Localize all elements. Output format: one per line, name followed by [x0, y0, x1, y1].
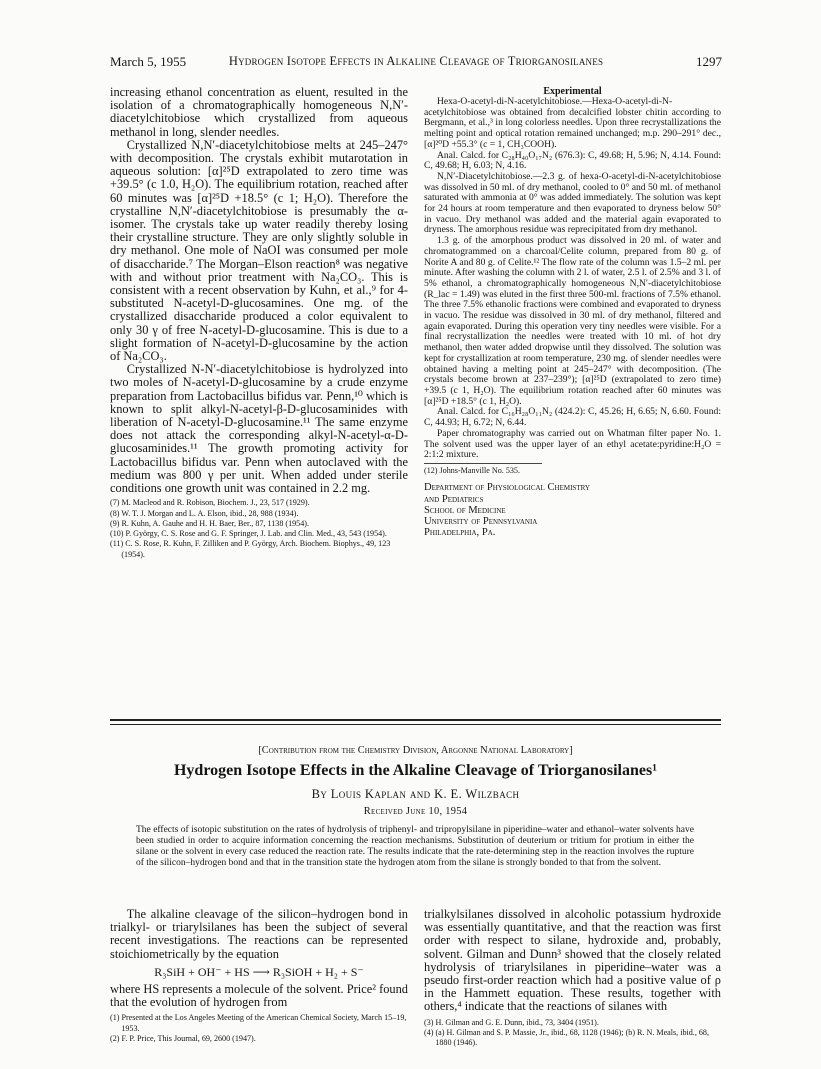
- affiliation-line: Department of Physiological Chemistry: [424, 482, 590, 494]
- running-title: Hydrogen Isotope Effects in Alkaline Cleavage of Triorganosilanes: [228, 54, 604, 68]
- issue-date: March 5, 1955: [110, 54, 187, 69]
- footnote: (12) Johns-Manville No. 535.: [424, 465, 520, 475]
- received-date: Received June 10, 1954: [363, 806, 468, 817]
- affiliation-line: and Pediatrics: [424, 493, 484, 505]
- footnote: (2) F. P. Price, This Journal, 69, 2600 (1947).: [110, 1033, 256, 1043]
- article-right-column: [424, 908, 721, 1049]
- section-heading: Experimental: [543, 86, 602, 97]
- body-paragraph: Crystallized N,N′-diacetylchitobiose melts at 245–247° with decomposition. The crystals exhibit mutarotation in aqueous solution: [α]²⁵D extrapolated to zero time was +39.5° (c 1.0, H₂O). The equilibrium rotation, reached after 60 minutes was [α]²⁵D +18.5° (c 1; H₂O). Therefore the crystalline N,N′-diacetylchitobiose is presumably the α-isomer. The crystals take up water readily thereby losing their crystalline structure. They are only slightly soluble in dry methanol. One mole of NaOI was consumed per mole of disaccharide.⁷ The Morgan–Elson reaction⁸ was negative with and without prior treatment with Na₂CO₃. This is consistent with a recent observation by Kuhn, et al.,⁹ for 4-substituted N-acetyl-D-glucosamines. One mg. of the crystallized disaccharide produced a color equivalent to only 30 γ of free N-acetyl-D-glucosamine. This is due to a slight formation of N-acetyl-D-glucosamine by the action of Na₂CO₃.: [110, 137, 408, 364]
- contribution-line: [Contribution from the Chemistry Division, Argonne National Laboratory]: [258, 745, 573, 756]
- footnote: (8) W. T. J. Morgan and L. A. Elson, ibid., 28, 988 (1934).: [110, 508, 299, 518]
- left-column: [110, 86, 408, 560]
- experimental-paragraph: Anal. Calcd. for C₁₆H₂₈O₁₁N₂ (424.2): C, 45.26; H, 6.65; N, 6.60. Found: C, 44.93; H, 6.72; N, 6.44.: [424, 406, 721, 429]
- page-number: 1297: [696, 54, 722, 69]
- body-paragraph: Crystallized N-N′-diacetylchitobiose is hydrolyzed into two moles of N-acetyl-D-glucosamine by a crude enzyme preparation from Lactobacillus bifidus var. Penn,¹⁰ which is known to split alkyl-N-acetyl-β-D-glucosaminides with liberation of N-acetyl-D-glucosamine.¹¹ The same enzyme does not attack the corresponding alkyl-N-acetyl-α-D-glucosaminides.¹¹ The growth promoting activity for Lactobacillus bifidus var. Penn when autoclaved with the medium was 800 γ per unit. When added under sterile conditions one growth unit was contained in 2.2 mg.: [110, 362, 408, 496]
- affiliation-line: School of Medicine: [424, 504, 506, 516]
- footnote: (11) C. S. Rose, R. Kuhn, F. Zilliken and P. György, Arch. Biochem. Biophys., 49, 123 (1954).: [110, 539, 391, 559]
- footnote: (7) M. Macleod and R. Robison, Biochem. J., 23, 517 (1929).: [110, 498, 310, 508]
- abstract: The effects of isotopic substitution on the rates of hydrolysis of triphenyl- and tripropylsilane in piperidine–water and ethanol–water solvents have been studied in order to acquire information concerning the reaction mechanisms. Substitution of deuterium or tritium for protium in either the silane or the solvent in every case reduced the reaction rate. The results indicate that the rate-determining step in the reaction involves the rupture of the silicon–hydrogen bond and that in the transition state the hydrogen atom from the silane is strongly bonded to that from the solvent.: [136, 825, 694, 868]
- footnote: (3) H. Gilman and G. E. Dunn, ibid., 73, 3404 (1951).: [424, 1017, 599, 1027]
- footnotes-article-right: [424, 1018, 721, 1049]
- footnote-rule: [424, 463, 542, 464]
- body-paragraph: trialkylsilanes dissolved in alcoholic potassium hydroxide was essentially quantitative, and that the reaction was first order with respect to silane, hydroxide and, probably, solvent. Gilman and Dunn³ showed that the closely related hydrolysis of triarylsilanes in piperidine–water was a pseudo first-order reaction which had a positive value of ρ in the Hammett equation. These results, together with others,⁴ indicate that the reactions of silanes with: [424, 907, 721, 1014]
- experimental-paragraph: Anal. Calcd. for C₂₈H₄₀O₁₇N₂ (676.3): C, 49.68; H, 5.96; N, 4.14. Found: C, 49.68; H, 6.03; N, 4.16.: [424, 149, 721, 172]
- body-paragraph: The alkaline cleavage of the silicon–hydrogen bond in trialkyl- or triarylsilanes has been the subject of several recent investigations. The reactions can be represented stoichiometrically by the equation: [110, 907, 408, 961]
- footnote: (10) P. György, C. S. Rose and G. F. Springer, J. Lab. and Clin. Med., 43, 543 (1954).: [110, 529, 387, 539]
- body-paragraph: where HS represents a molecule of the solvent. Price² found that the evolution of hydrogen from: [110, 981, 408, 1010]
- running-head: [110, 54, 722, 70]
- article-left-column: [110, 908, 408, 1044]
- footnote: (4) (a) H. Gilman and S. P. Massie, Jr., ibid., 68, 1128 (1946); (b) R. N. Meals, ibid., 68, 1880 (1946).: [424, 1027, 709, 1048]
- affiliation-line: Philadelphia, Pa.: [424, 527, 496, 539]
- experimental-paragraph: Hexa-O-acetyl-di-N-acetylchitobiose.—Hexa-O-acetyl-di-N-acetylchitobiose was obtained from decalcified lobster chitin according to Bergmann, et al.,³ in long colorless needles. Upon three recrystallizations the melting point and optical rotation remained unchanged; m.p. 290–291° dec., [α]²⁰D +55.3° (c = 1, CH₃COOH).: [424, 96, 721, 150]
- footnotes-article-left: [110, 1013, 408, 1044]
- affiliation-line: University of Pennsylvania: [424, 516, 538, 528]
- section-divider: [110, 724, 721, 725]
- section-divider: [110, 719, 721, 721]
- footnotes-left: [110, 498, 408, 560]
- footnotes-right: [424, 466, 721, 476]
- article-title: Hydrogen Isotope Effects in the Alkaline Cleavage of Triorganosilanes¹: [173, 762, 657, 779]
- body-paragraph: increasing ethanol concentration as eluent, resulted in the isolation of a chromatographically homogeneous N,N′-diacetylchitobiose which crystallized from aqueous methanol in long, slender needles.: [110, 85, 408, 139]
- experimental-paragraph: N,N′-Diacetylchitobiose.—2.3 g. of hexa-O-acetyl-di-N-acetylchitobiose was dissolved in 50 ml. of dry methanol, cooled to 0° and 50 ml. of methanol saturated with ammonia at 0° was added immediately. The solution was kept for 24 hours at room temperature and then evaporated to dryness below 50° in vacuo. Dry methanol was added and the material again evaporated to dryness. The amorphous residue was reprecipitated from dry methanol.: [424, 170, 721, 236]
- affiliation: [424, 482, 721, 538]
- article-authors: By Louis Kaplan and K. E. Wilzbach: [311, 787, 520, 801]
- experimental-paragraph: 1.3 g. of the amorphous product was dissolved in 20 ml. of water and chromatogrammed on a charcoal/Celite column, prepared from 80 g. of Norite A and 80 g. of Celite.¹² The flow rate of the column was 1.5–2 ml. per minute. After washing the column with 2 l. of water, 2.5 l. of 2.5% and 3 l. of 5% ethanol, a chromatographically homogeneous N,N′-diacetylchitobiose (R_lac = 1.49) was eluted in the first three 500-ml. fractions of 7.5% ethanol. The three 7.5% ethanolic fractions were combined and evaporated to dryness in vacuo. The residue was dissolved in 30 ml. of dry methanol, filtered and again evaporated. During this operation very tiny needles were visible. For a final recrystallization the needles were treated with 10 ml. of hot dry methanol, then water added dropwise until they dissolved. The solution was kept for crystallization at room temperature, 230 mg. of slender needles were obtained having a melting point at 245–247° with decomposition. (The crystals become brown at 237–239°); [α]²⁵D (extrapolated to zero time) +39.5 (c 1, H₂O). The equilibrium rotation reached after 60 minutes was [α]²⁵D +18.5° (c 1, H₂O).: [424, 235, 721, 407]
- experimental-paragraph: Paper chromatography was carried out on Whatman filter paper No. 1. The solvent used was the upper layer of an ethyl acetate:pyridine:H₂O = 2:1:2 mixture.: [424, 427, 721, 461]
- reaction-equation: R₃SiH + OH⁻ + HS ⟶ R₃SiOH + H₂ + S⁻: [154, 964, 364, 979]
- right-column: [424, 86, 721, 539]
- footnote: (9) R. Kuhn, A. Gauhe and H. H. Baer, Ber., 87, 1138 (1954).: [110, 518, 309, 528]
- footnote: (1) Presented at the Los Angeles Meeting of the American Chemical Society, March 15–19, 1953.: [110, 1013, 407, 1033]
